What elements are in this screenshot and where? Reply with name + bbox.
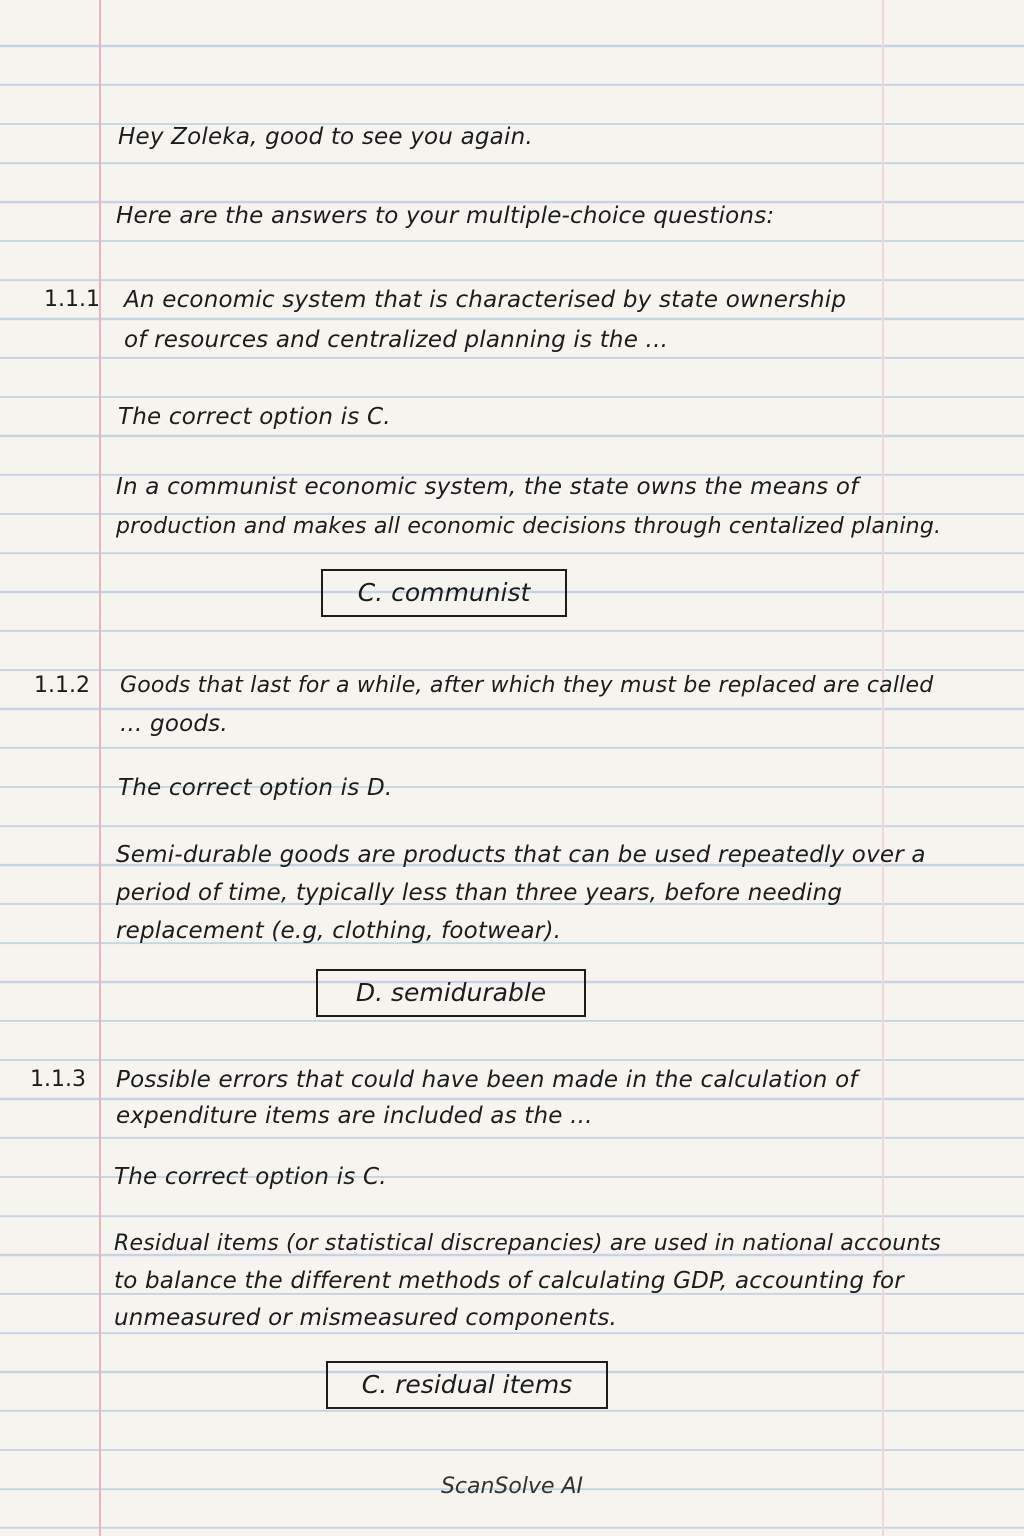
answer-box: C. communist bbox=[321, 569, 567, 617]
question-text-line: An economic system that is characterised by state ownership bbox=[124, 287, 847, 313]
correct-option: The correct option is C. bbox=[114, 1164, 387, 1190]
explanation-line: unmeasured or mismeasured components. bbox=[114, 1305, 618, 1331]
answer-box: C. residual items bbox=[326, 1361, 608, 1409]
footer-brand: ScanSolve AI bbox=[440, 1474, 584, 1499]
explanation-line: period of time, typically less than three years, before needing bbox=[116, 880, 843, 906]
question-number: 1.1.1 bbox=[44, 287, 100, 312]
question-text-line: of resources and centralized planning is the ... bbox=[124, 327, 669, 353]
margin-line bbox=[99, 0, 101, 1536]
explanation-line: production and makes all economic decisions through centalized planing. bbox=[116, 514, 942, 539]
question-text-line: expenditure items are included as the ... bbox=[116, 1103, 593, 1129]
answer-box: D. semidurable bbox=[316, 969, 586, 1017]
faint-margin-line bbox=[882, 0, 884, 1536]
question-text-line: ... goods. bbox=[120, 711, 228, 737]
question-number: 1.1.3 bbox=[30, 1067, 86, 1092]
explanation-line: to balance the different methods of calculating GDP, accounting for bbox=[114, 1268, 904, 1294]
question-number: 1.1.2 bbox=[34, 673, 90, 698]
question-text-line: Goods that last for a while, after which they must be replaced are called bbox=[120, 673, 934, 698]
question-text-line: Possible errors that could have been made in the calculation of bbox=[116, 1067, 858, 1093]
correct-option: The correct option is C. bbox=[118, 404, 391, 430]
intro-text: Here are the answers to your multiple-choice questions: bbox=[116, 203, 775, 229]
correct-option: The correct option is D. bbox=[118, 775, 393, 801]
explanation-line: In a communist economic system, the state owns the means of bbox=[116, 474, 859, 500]
explanation-line: Semi-durable goods are products that can be used repeatedly over a bbox=[116, 842, 926, 868]
explanation-line: Residual items (or statistical discrepancies) are used in national accounts bbox=[114, 1231, 941, 1256]
greeting: Hey Zoleka, good to see you again. bbox=[118, 124, 533, 150]
explanation-line: replacement (e.g, clothing, footwear). bbox=[116, 918, 562, 944]
